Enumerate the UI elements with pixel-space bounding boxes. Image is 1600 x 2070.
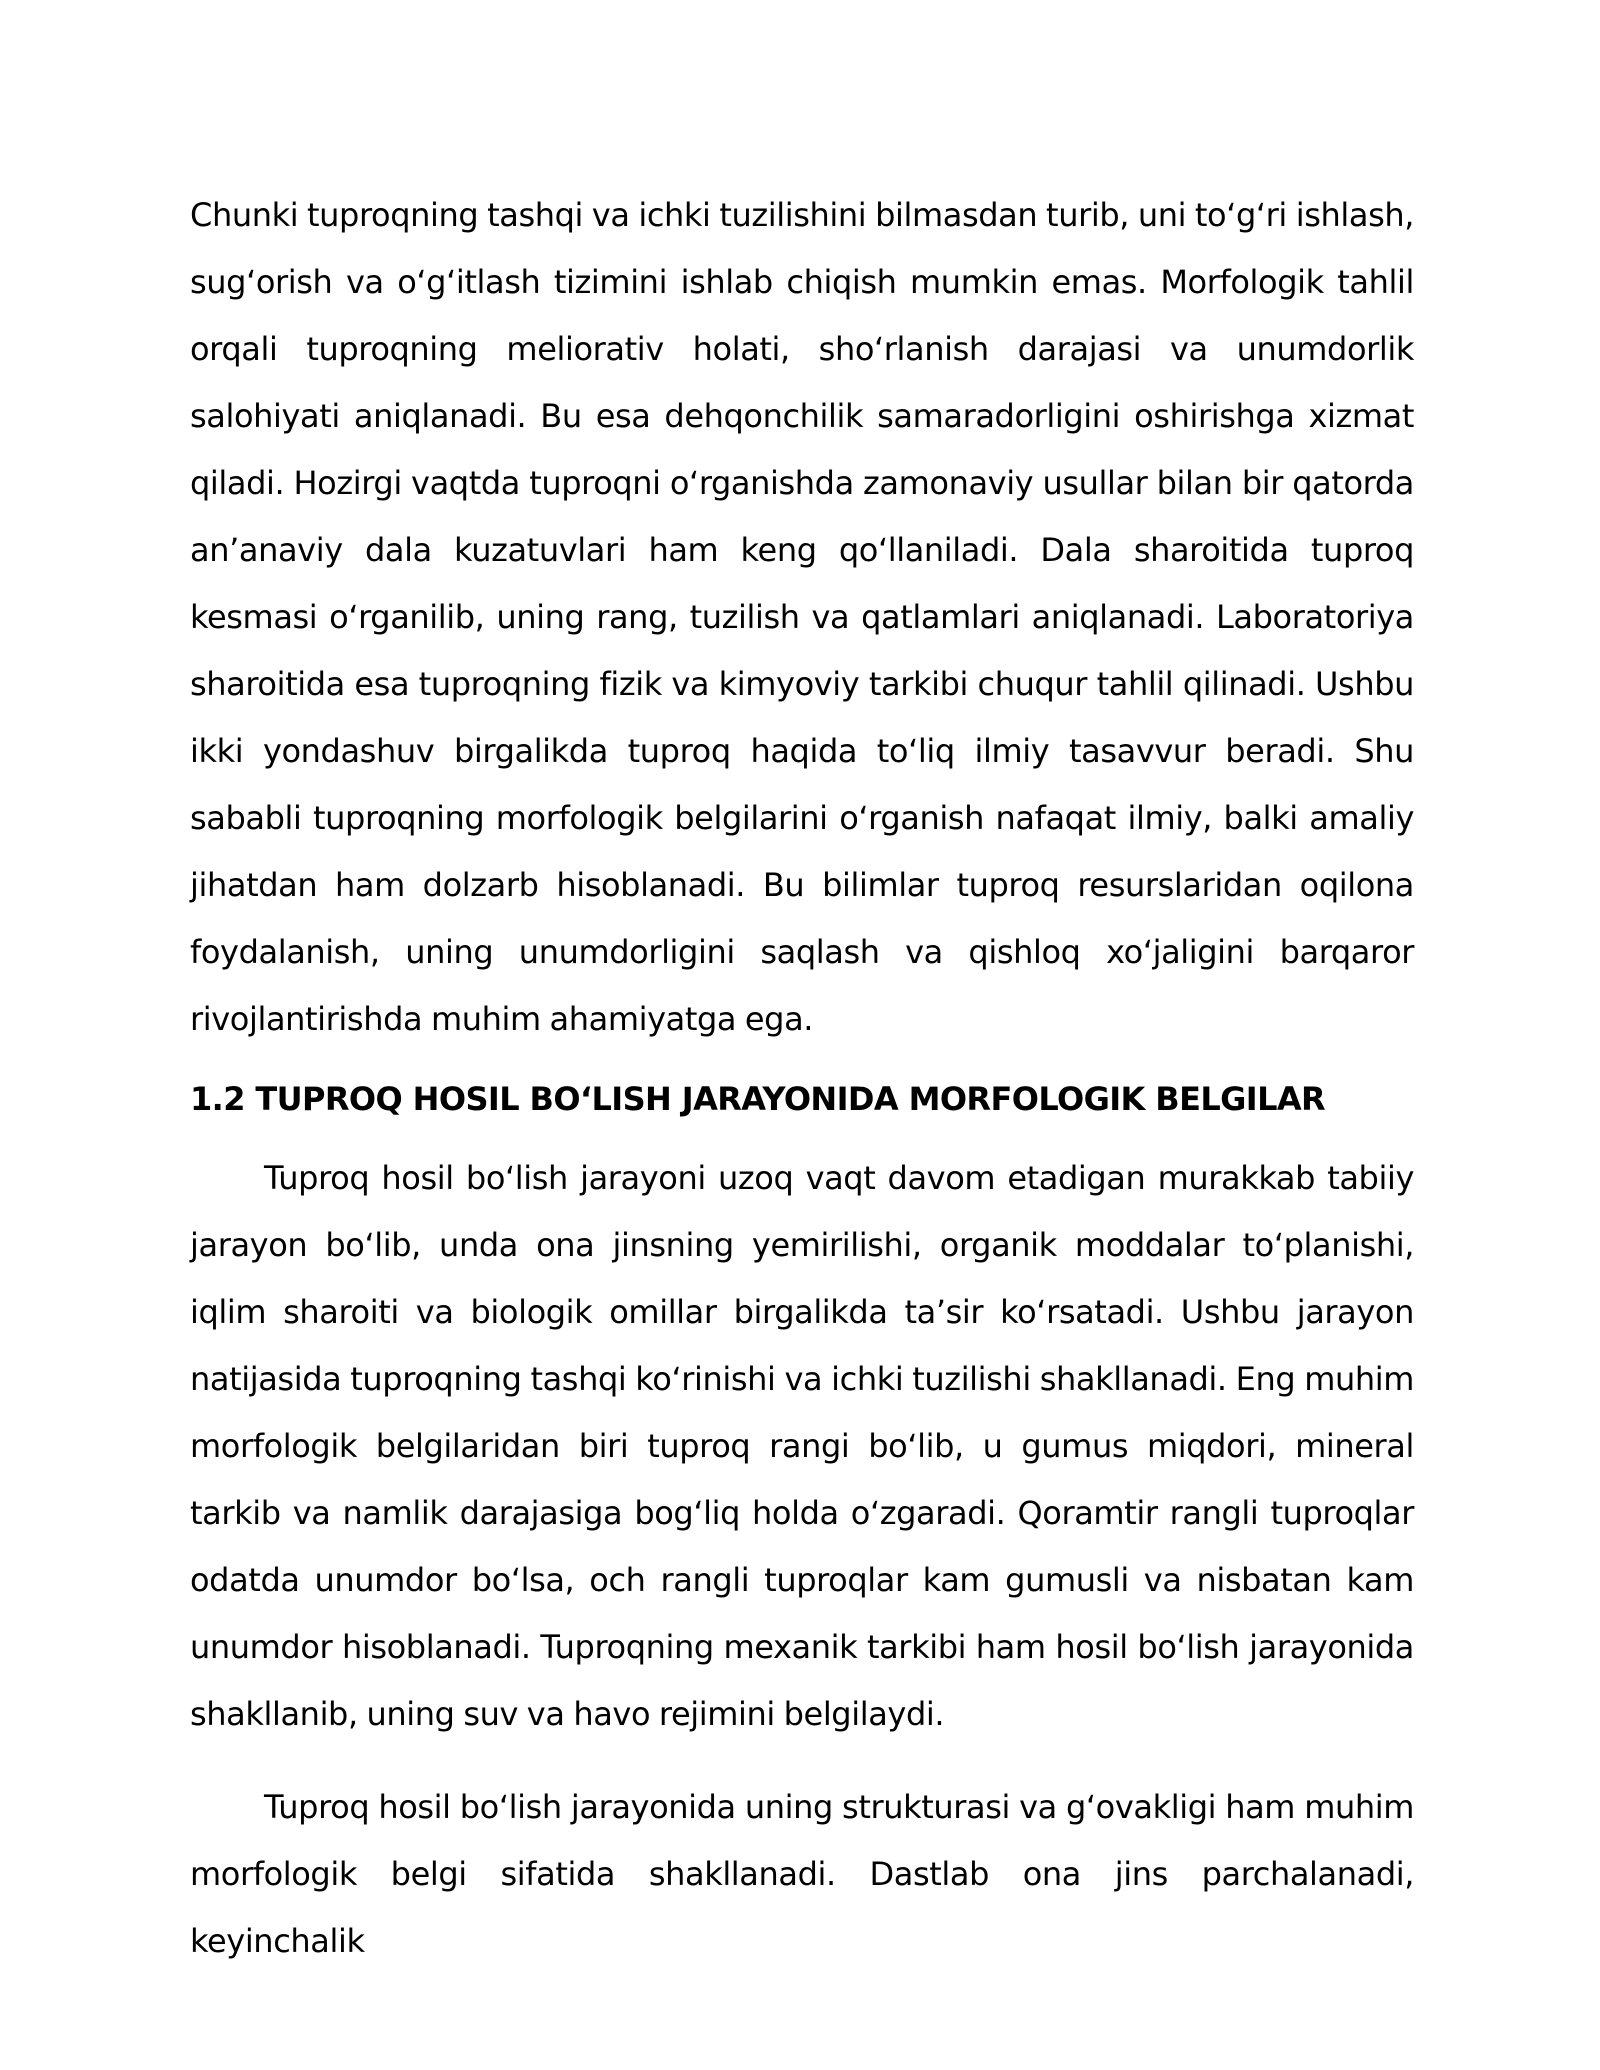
- body-paragraph: Tuproq hosil bo‘lish jarayoni uzoq vaqt davom etadigan murakkab tabiiy jarayon bo‘lib, unda ona jinsning yemirilishi, organik moddalar to‘planishi, iqlim sharoiti va biologik omillar birgalikda ta’sir ko‘rsatadi. Ushbu jarayon natijasida tuproqning tashqi ko‘rinishi va ichki tuzilishi shakllanadi. Eng muhim morfologik belgilaridan biri tuproq rangi bo‘lib, u gumus miqdori, mineral tarkib va namlik darajasiga bog‘liq holda o‘zgaradi. Qoramtir rangli tuproqlar odatda unumdor bo‘lsa, och rangli tuproqlar kam gumusli va nisbatan kam unumdor hisoblanadi. Tuproqning mexanik tarkibi ham hosil bo‘lish jarayonida shakllanib, uning suv va havo rejimini belgilaydi.: [190, 1159, 1414, 1733]
- document-body: [190, 182, 1414, 1975]
- body-paragraph: Tuproq hosil bo‘lish jarayonida uning strukturasi va g‘ovakligi ham muhim morfologik belgi sifatida shakllanadi. Dastlab ona jins parchalanadi, keyinchalik: [190, 1788, 1414, 1960]
- body-paragraph: Chunki tuproqning tashqi va ichki tuzilishini bilmasdan turib, uni to‘g‘ri ishlash, sug‘orish va o‘g‘itlash tizimini ishlab chiqish mumkin emas. Morfologik tahlil orqali tuproqning meliorativ holati, sho‘rlanish darajasi va unumdorlik salohiyati aniqlanadi. Bu esa dehqonchilik samaradorligini oshirishga xizmat qiladi. Hozirgi vaqtda tuproqni o‘rganishda zamonaviy usullar bilan bir qatorda an’anaviy dala kuzatuvlari ham keng qo‘llaniladi. Dala sharoitida tuproq kesmasi o‘rganilib, uning rang, tuzilish va qatlamlari aniqlanadi. Laboratoriya sharoitida esa tuproqning fizik va kimyoviy tarkibi chuqur tahlil qilinadi. Ushbu ikki yondashuv birgalikda tuproq haqida to‘liq ilmiy tasavvur beradi. Shu sababli tuproqning morfologik belgilarini o‘rganish nafaqat ilmiy, balki amaliy jihatdan ham dolzarb hisoblanadi. Bu bilimlar tuproq resurslaridan oqilona foydalanish, uning unumdorligini saqlash va qishloq xo‘jaligini barqaror rivojlantirishda muhim ahamiyatga ega.: [190, 196, 1414, 1038]
- section-heading: 1.2 TUPROQ HOSIL BO‘LISH JARAYONIDA MORFOLOGIK BELGILAR: [190, 1080, 1326, 1118]
